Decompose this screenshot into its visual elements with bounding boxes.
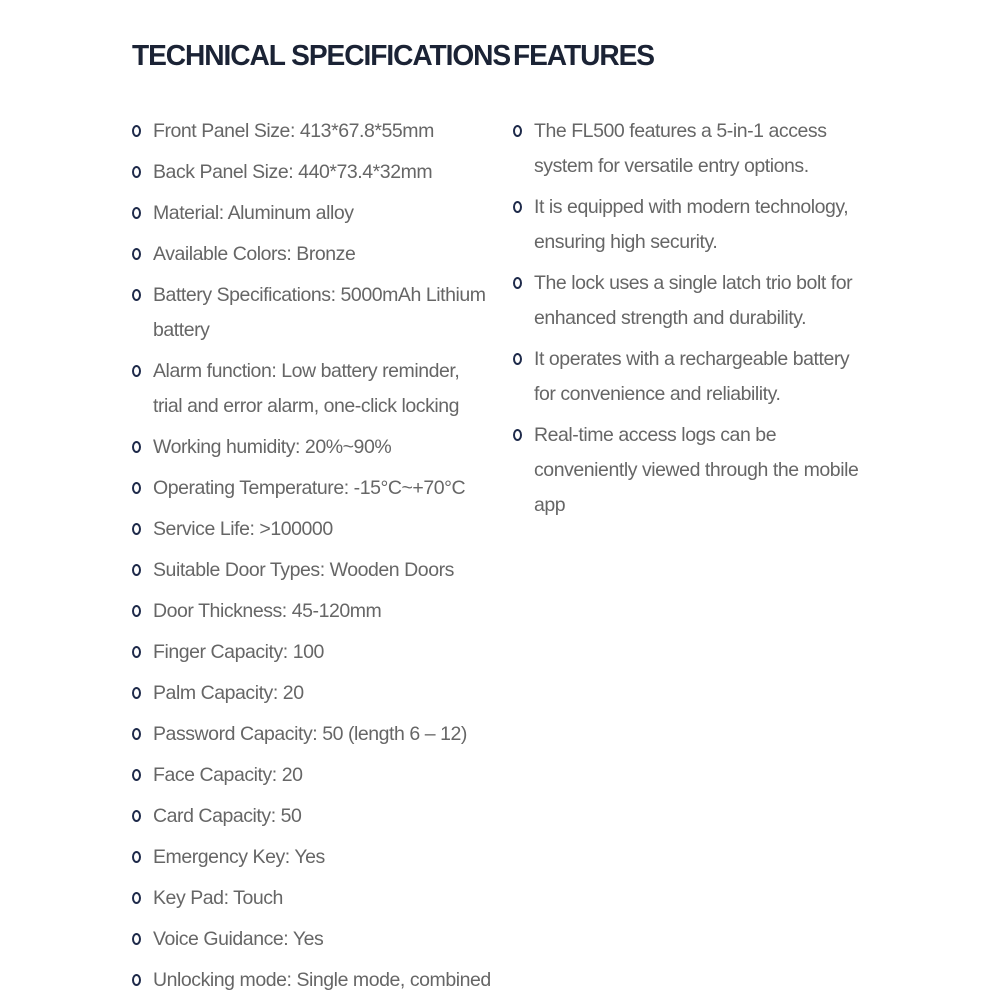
spec-item: Working humidity: 20%~90% [132,430,492,465]
circle-bullet-icon [513,429,522,441]
circle-bullet-icon [132,769,141,781]
circle-bullet-icon [132,207,141,219]
circle-bullet-icon [513,277,522,289]
feature-item: The FL500 features a 5-in-1 access system for versatile entry options. [513,114,873,184]
circle-bullet-icon [132,810,141,822]
spec-item: Card Capacity: 50 [132,799,492,834]
features-section [513,38,873,516]
feature-item: It is equipped with modern technology, ensuring high security. [513,190,873,260]
circle-bullet-icon [513,353,522,365]
specs-heading: TECHNICAL SPECIFICATIONS [132,40,511,72]
circle-bullet-icon [132,523,141,535]
circle-bullet-icon [132,687,141,699]
circle-bullet-icon [132,441,141,453]
spec-item: Available Colors: Bronze [132,237,492,272]
circle-bullet-icon [132,851,141,863]
circle-bullet-icon [513,125,522,137]
spec-item: Battery Specifications: 5000mAh Lithium battery [132,278,492,348]
circle-bullet-icon [132,933,141,945]
circle-bullet-icon [132,125,141,137]
features-list [513,114,873,529]
circle-bullet-icon [132,564,141,576]
spec-item: Door Thickness: 45-120mm [132,594,492,629]
spec-item: Suitable Door Types: Wooden Doors [132,553,492,588]
spec-item: Key Pad: Touch [132,881,492,916]
spec-item: Front Panel Size: 413*67.8*55mm [132,114,492,149]
circle-bullet-icon [132,248,141,260]
spec-item: Alarm function: Low battery reminder, trial and error alarm, one-click locking [132,354,492,424]
circle-bullet-icon [132,166,141,178]
features-heading: FEATURES [513,40,654,72]
spec-item: Unlocking mode: Single mode, combined [132,963,492,998]
spec-item: Service Life: >100000 [132,512,492,547]
spec-item: Back Panel Size: 440*73.4*32mm [132,155,492,190]
feature-item: It operates with a rechargeable battery for convenience and reliability. [513,342,873,412]
circle-bullet-icon [513,201,522,213]
spec-item: Password Capacity: 50 (length 6 – 12) [132,717,492,752]
technical-specifications-section [132,38,511,991]
spec-item: Emergency Key: Yes [132,840,492,875]
spec-item: Operating Temperature: -15°C~+70°C [132,471,492,506]
circle-bullet-icon [132,892,141,904]
feature-item: Real-time access logs can be conveniently viewed through the mobile app [513,418,873,523]
circle-bullet-icon [132,482,141,494]
spec-item: Material: Aluminum alloy [132,196,492,231]
spec-item: Finger Capacity: 100 [132,635,492,670]
circle-bullet-icon [132,365,141,377]
circle-bullet-icon [132,974,141,986]
circle-bullet-icon [132,646,141,658]
circle-bullet-icon [132,605,141,617]
circle-bullet-icon [132,289,141,301]
spec-item: Palm Capacity: 20 [132,676,492,711]
specs-list [132,114,492,1000]
circle-bullet-icon [132,728,141,740]
spec-item: Face Capacity: 20 [132,758,492,793]
spec-item: Voice Guidance: Yes [132,922,492,957]
feature-item: The lock uses a single latch trio bolt for enhanced strength and durability. [513,266,873,336]
